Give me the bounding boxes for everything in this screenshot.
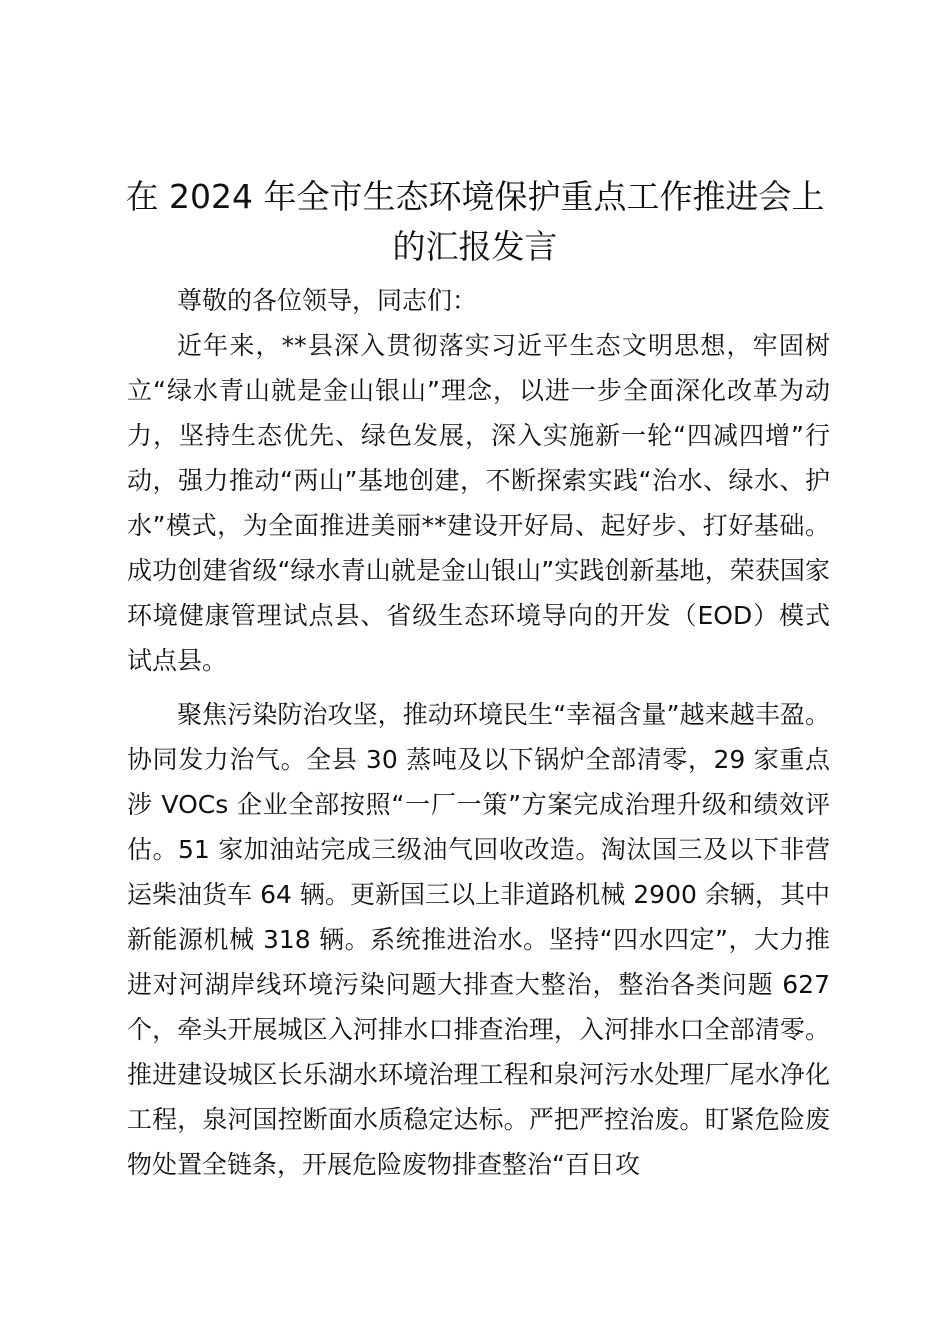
document-title: 在 2024 年全市生态环境保护重点工作推进会上的汇报发言 bbox=[125, 177, 825, 266]
salutation: 尊敬的各位领导，同志们： bbox=[177, 286, 478, 315]
paragraph-pollution: 聚焦污染防治攻坚，推动环境民生“幸福含量”越来越丰盈。协同发力治气。全县 30 蒸吨及以下锅炉全部清零，29 家重点涉 VOCs 企业全部按照“一厂一策”方案完成治理升级和绩效评估。51 家加油站完成三级油气回收改造。淘汰国三及以下非营运柴油货车 64 辆。更新国三以上非道路机械 2900 余辆，其中新能源机械 318 辆。系统推进治水。坚持“四水四定”，大力推进对河湖岸线环境污染问题大排查大整治，整治各类问题 627 个，牵头开展城区入河排水口排查治理，入河排水口全部清零。推进建设城区长乐湖水环境治理工程和泉河污水处理厂尾水净化工程，泉河国控断面水质稳定达标。严把严控治废。盯紧危险废物处置全链条，开展危险废物排查整治“百日攻 bbox=[127, 700, 830, 1179]
paragraph-intro: 近年来，**县深入贯彻落实习近平生态文明思想，牢固树立“绿水青山就是金山银山”理念，以进一步全面深化改革为动力，坚持生态优先、绿色发展，深入实施新一轮“四减四增”行动，强力推动“两山”基地创建，不断探索实践“治水、绿水、护水”模式，为全面推进美丽**建设开好局、起好步、打好基础。成功创建省级“绿水青山就是金山银山”实践创新基地，荣获国家环境健康管理试点县、省级生态环境导向的开发（EOD）模式试点县。 bbox=[127, 331, 830, 675]
document-body bbox=[127, 278, 830, 1187]
